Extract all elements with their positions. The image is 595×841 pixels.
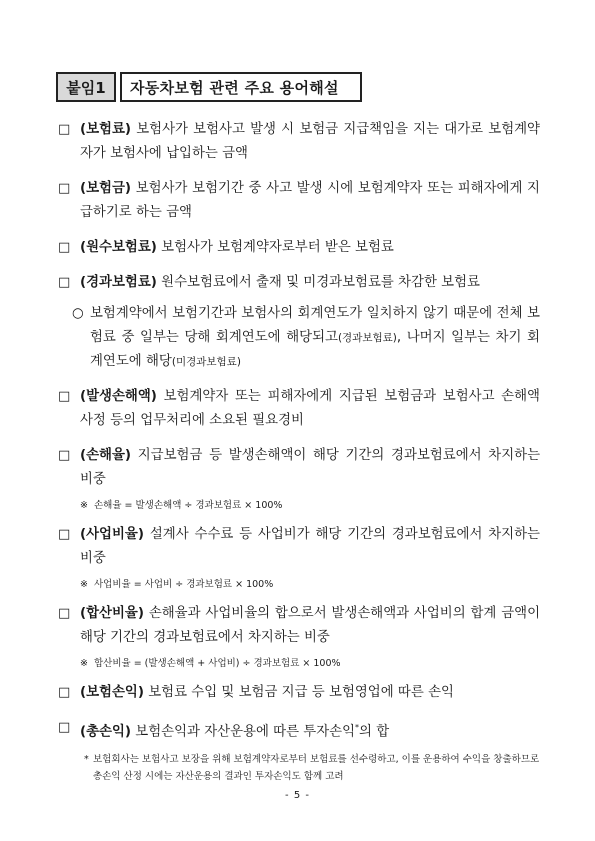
detail-text-1: 보험계약에서 보험기간과 보험사의 회계연도가 일치하지 않기 때문에 전체 보험료 중 일부는 당해 회계연도에 해당되고 bbox=[90, 306, 540, 345]
glossary-entry-incurred-loss bbox=[58, 385, 540, 433]
term-label: (경과보험료) bbox=[80, 275, 157, 290]
checkbox-square-icon: □ bbox=[58, 606, 71, 621]
glossary-entry-loss-ratio bbox=[58, 444, 540, 492]
term-definition: 보험사가 보험사고 발생 시 보험금 지급책임을 지는 대가로 보험계약자가 보험사에 납입하는 금액 bbox=[80, 122, 540, 161]
detail-text-2: , 나머지 일부는 차기 회계연도에 해당 bbox=[90, 330, 540, 369]
term-definition-end: 의 합 bbox=[359, 724, 390, 740]
term-definition: 지급보험금 등 발생손해액이 해당 기간의 경과보험료에서 차지하는 비중 bbox=[80, 448, 540, 487]
term-label: (원수보험료) bbox=[80, 240, 157, 255]
reference-mark-icon: ※ bbox=[80, 579, 88, 590]
earned-premium-detail bbox=[72, 302, 540, 374]
term-definition: 보험사가 보험계약자로부터 받은 보험료 bbox=[156, 240, 394, 255]
glossary-entry-claims bbox=[58, 177, 540, 225]
glossary-entry-expense-ratio bbox=[58, 523, 540, 571]
term-label: (총손익) bbox=[80, 724, 132, 740]
term-definition: 보험계약자 또는 피해자에게 지급된 보험금과 보험사고 손해액 사정 등의 업무처리에 소요된 필요경비 bbox=[80, 389, 540, 428]
reference-mark-icon: ※ bbox=[80, 658, 88, 669]
combined-ratio-formula bbox=[80, 657, 540, 671]
checkbox-square-icon: □ bbox=[58, 685, 71, 700]
term-label: (사업비율) bbox=[80, 527, 144, 542]
checkbox-square-icon: □ bbox=[58, 527, 71, 542]
attachment-title: 자동차보험 관련 주요 용어해설 bbox=[120, 72, 362, 102]
loss-ratio-formula bbox=[80, 499, 540, 513]
attachment-header bbox=[56, 72, 362, 102]
term-definition: 설계사 수수료 등 사업비가 해당 기간의 경과보험료에서 차지하는 비중 bbox=[80, 527, 540, 566]
term-definition: 보험손익과 자산운용에 따른 투자손익 bbox=[131, 724, 356, 740]
detail-paren-1: (경과보험료) bbox=[337, 332, 397, 344]
term-definition: 보험사가 보험기간 중 사고 발생 시에 보험계약자 또는 피해자에게 지급하기로 하는 금액 bbox=[80, 181, 540, 220]
glossary-entry-underwriting-pl bbox=[58, 681, 540, 705]
asterisk-icon: * bbox=[84, 754, 89, 766]
checkbox-square-icon: □ bbox=[58, 720, 71, 735]
glossary-entry-earned-premium bbox=[58, 271, 540, 295]
checkbox-square-icon: □ bbox=[58, 448, 71, 463]
term-label: (발생손해액) bbox=[80, 389, 157, 404]
term-label: (합산비율) bbox=[80, 606, 144, 621]
term-definition: 원수보험료에서 출재 및 미경과보험료를 차감한 보험료 bbox=[156, 275, 480, 290]
term-label: (보험료) bbox=[80, 122, 132, 137]
checkbox-square-icon: □ bbox=[58, 275, 71, 290]
term-definition: 손해율과 사업비율의 합으로서 발생손해액과 사업비의 합계 금액이 해당 기간의 경과보험료에서 차지하는 비중 bbox=[80, 606, 540, 645]
expense-ratio-formula bbox=[80, 578, 540, 592]
glossary-entry-direct-premium bbox=[58, 236, 540, 260]
glossary bbox=[58, 118, 540, 785]
glossary-entry-combined-ratio bbox=[58, 602, 540, 650]
glossary-entry-premium bbox=[58, 118, 540, 166]
circle-bullet-icon: ○ bbox=[72, 306, 84, 321]
term-label: (손해율) bbox=[80, 448, 132, 463]
formula-text: 합산비율 = (발생손해액 + 사업비) ÷ 경과보험료 × 100% bbox=[93, 658, 341, 669]
checkbox-square-icon: □ bbox=[58, 240, 71, 255]
glossary-entry-total-pl bbox=[58, 716, 540, 744]
term-definition: 보험료 수입 및 보험금 지급 등 보험영업에 따른 손익 bbox=[143, 685, 454, 700]
term-label: (보험금) bbox=[80, 181, 132, 196]
attachment-tag: 붙임1 bbox=[56, 72, 116, 102]
footnote-superscript: * bbox=[355, 723, 360, 732]
term-label: (보험손익) bbox=[80, 685, 144, 700]
footnote-text: 보험회사는 보험사고 보장을 위해 보험계약자로부터 보험료를 선수령하고, 이를 운용하여 수익을 창출하므로 총손익 산정 시에는 자산운용의 결과인 투자손익도 함께 고려 bbox=[93, 754, 540, 783]
formula-text: 사업비율 = 사업비 ÷ 경과보험료 × 100% bbox=[93, 579, 274, 590]
formula-text: 손해율 = 발생손해액 ÷ 경과보험료 × 100% bbox=[93, 500, 283, 511]
checkbox-square-icon: □ bbox=[58, 389, 71, 404]
footnote bbox=[84, 751, 540, 785]
page-number: - 5 - bbox=[285, 790, 310, 801]
reference-mark-icon: ※ bbox=[80, 500, 88, 511]
detail-paren-2: (미경과보험료) bbox=[171, 356, 241, 368]
checkbox-square-icon: □ bbox=[58, 181, 71, 196]
checkbox-square-icon: □ bbox=[58, 122, 71, 137]
